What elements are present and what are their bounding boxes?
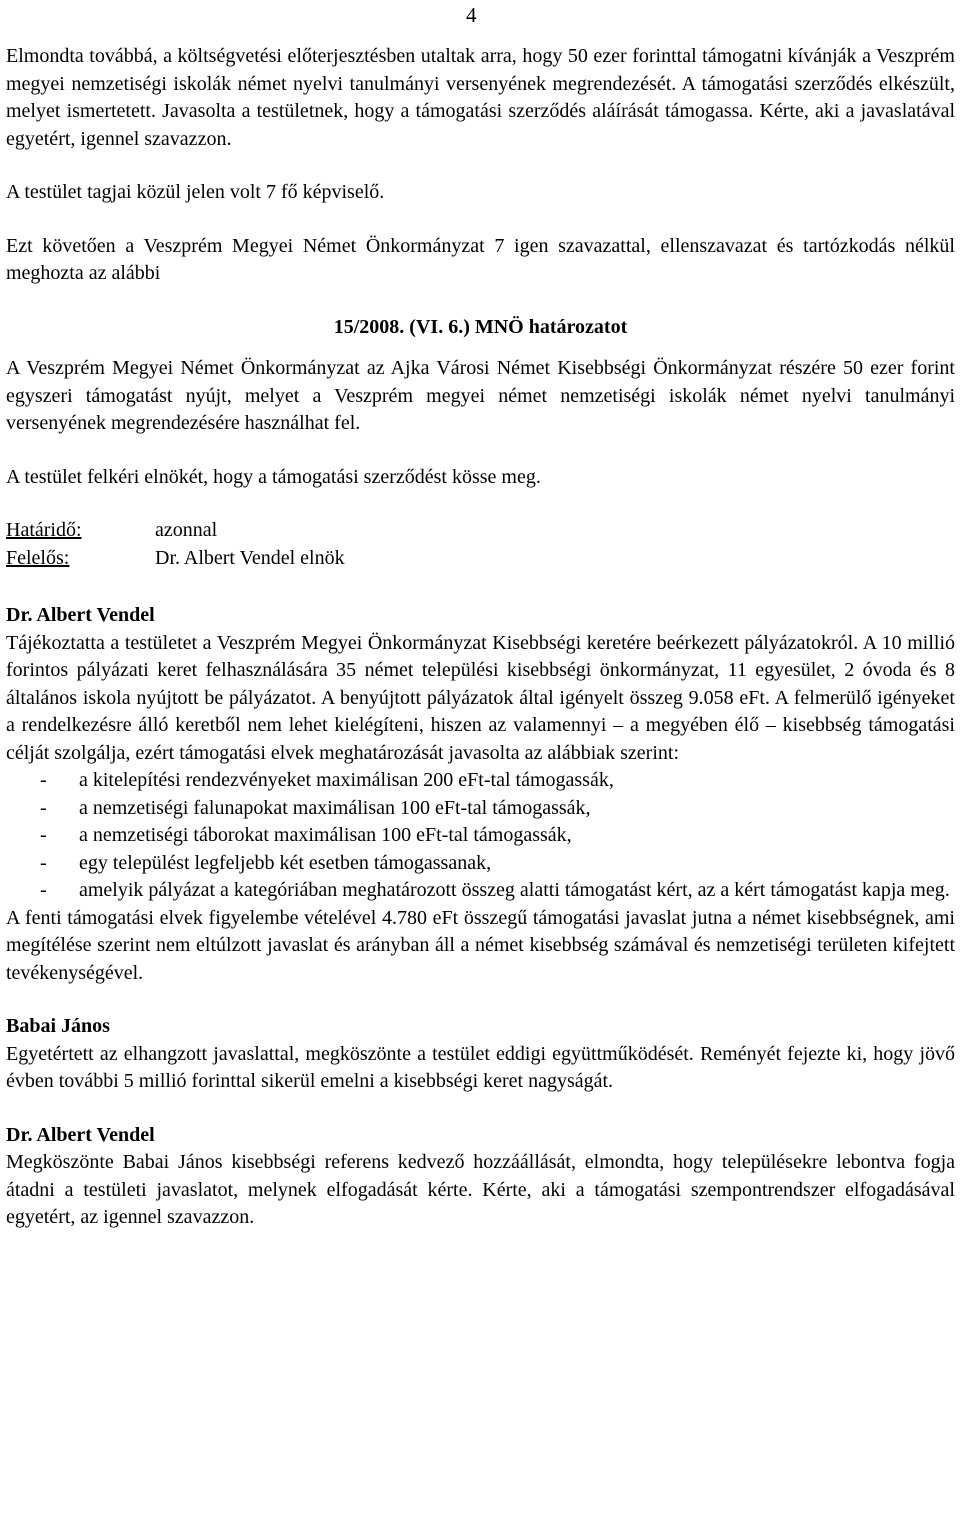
list-dash: -: [40, 851, 47, 874]
speaker-statement: Megköszönte Babai János kisebbségi referens kedvező hozzáállását, elmondta, hogy településekre lebontva fogja átadni a testületi javaslatot, melynek elfogadását kérte. Kérte, aki a támogatási szempontrendszer elfogadásával egyetért, az igennel szavazzon.: [6, 1151, 955, 1228]
speaker-statement: Tájékoztatta a testületet a Veszprém Megyei Önkormányzat Kisebbségi keretére beérkezett pályázatokról. A 10 millió forintos pályázati keret felhasználására 35 német települési kisebbségi önkormányzat, 11 egyesület, 2 óvoda és 8 általános iskola nyújtott be pályázatot. A benyújtott pályázatok által igényelt összeg 9.058 eFt. A felmerülő igényeket a rendelkezésre álló keretből nem lehet kielégíteni, hiszen az valamennyi – a megyében élő – kisebbség támogatási célját szolgálja, ezért támogatási elvek meghatározását javasolta az alábbiak szerint:: [6, 631, 955, 764]
attendance-statement: A testület tagjai közül jelen volt 7 fő képviselő.: [6, 181, 385, 203]
document-body: [6, 43, 955, 1232]
responsible-value: Dr. Albert Vendel elnök: [155, 546, 345, 569]
list-dash: -: [40, 769, 47, 791]
list-item: - a nemzetiségi falunapokat maximálisan 100 eFt-tal támogassák,: [6, 795, 955, 823]
support-principles-list: [6, 767, 955, 905]
deadline-row: [6, 517, 955, 545]
list-item: - egy települést legfeljebb két esetben támogassanak,: [6, 850, 955, 878]
speaker-closing: A fenti támogatási elvek figyelembe vételével 4.780 eFt összegű támogatási javaslat jutna a német kisebbségnek, ami megítélése szerint nem eltúlzott javaslat és arányban áll a német kisebbség számával és nemzetiségi területen kifejtett tevékenységével.: [6, 906, 955, 984]
intro-paragraph: Elmondta továbbá, a költségvetési előterjesztésben utaltak arra, hogy 50 ezer forinttal támogatni kívánják a Veszprém megyei nemzetiségi iskolák német nyelvi tanulmányi versenyének megrendezését. A támogatási szerződés elkészült, melyet ismertetett. Javasolta a testületnek, hogy a támogatási szerződés aláírását támogassa. Kérte, aki a javaslatával egyetért, igennel szavazzon.: [6, 45, 955, 150]
resolution-text: A Veszprém Megyei Német Önkormányzat az Ajka Városi Német Kisebbségi Önkormányzat részére 50 ezer forint egyszeri támogatást nyújt, melyet a Veszprém megyei német nemzetiségi iskolák német nyelvi tanulmányi versenyének megrendezésére használhat fel.: [6, 357, 955, 434]
page-number: 4: [466, 3, 477, 27]
list-dash: -: [40, 796, 47, 819]
speaker-statement: Egyetértett az elhangzott javaslattal, megköszönte a testület eddigi együttműködését. Reményét fejezte ki, hogy jövő évben további 5 millió forinttal sikerül emelni a kisebbségi keret nagyságát.: [6, 1042, 955, 1092]
resolution-title: 15/2008. (VI. 6.) MNÖ határozatot: [333, 315, 628, 338]
speaker-name: Dr. Albert Vendel: [6, 1123, 155, 1146]
list-dash: -: [40, 879, 47, 901]
speaker-name: Babai János: [6, 1015, 110, 1037]
deadline-label: Határidő:: [6, 519, 82, 541]
deadline-table: [6, 517, 955, 572]
list-item: - amelyik pályázat a kategóriában meghatározott összeg alatti támogatást kért, az a kért támogatást kapja meg.: [6, 877, 955, 905]
speaker-name: Dr. Albert Vendel: [6, 604, 155, 626]
list-item: - a kitelepítési rendezvényeket maximálisan 200 eFt-tal támogassák,: [6, 767, 955, 795]
vote-statement: Ezt követően a Veszprém Megyei Német Önkormányzat 7 igen szavazattal, ellenszavazat és tartózkodás nélkül meghozta az alábbi: [6, 234, 955, 284]
list-item: - a nemzetiségi táborokat maximálisan 100 eFt-tal támogassák,: [6, 822, 955, 850]
list-dash: -: [40, 824, 47, 846]
responsible-label: Felelős:: [6, 546, 70, 569]
resolution-request: A testület felkéri elnökét, hogy a támogatási szerződést kösse meg.: [6, 465, 541, 488]
deadline-value: azonnal: [155, 519, 218, 541]
responsible-row: [6, 545, 955, 573]
